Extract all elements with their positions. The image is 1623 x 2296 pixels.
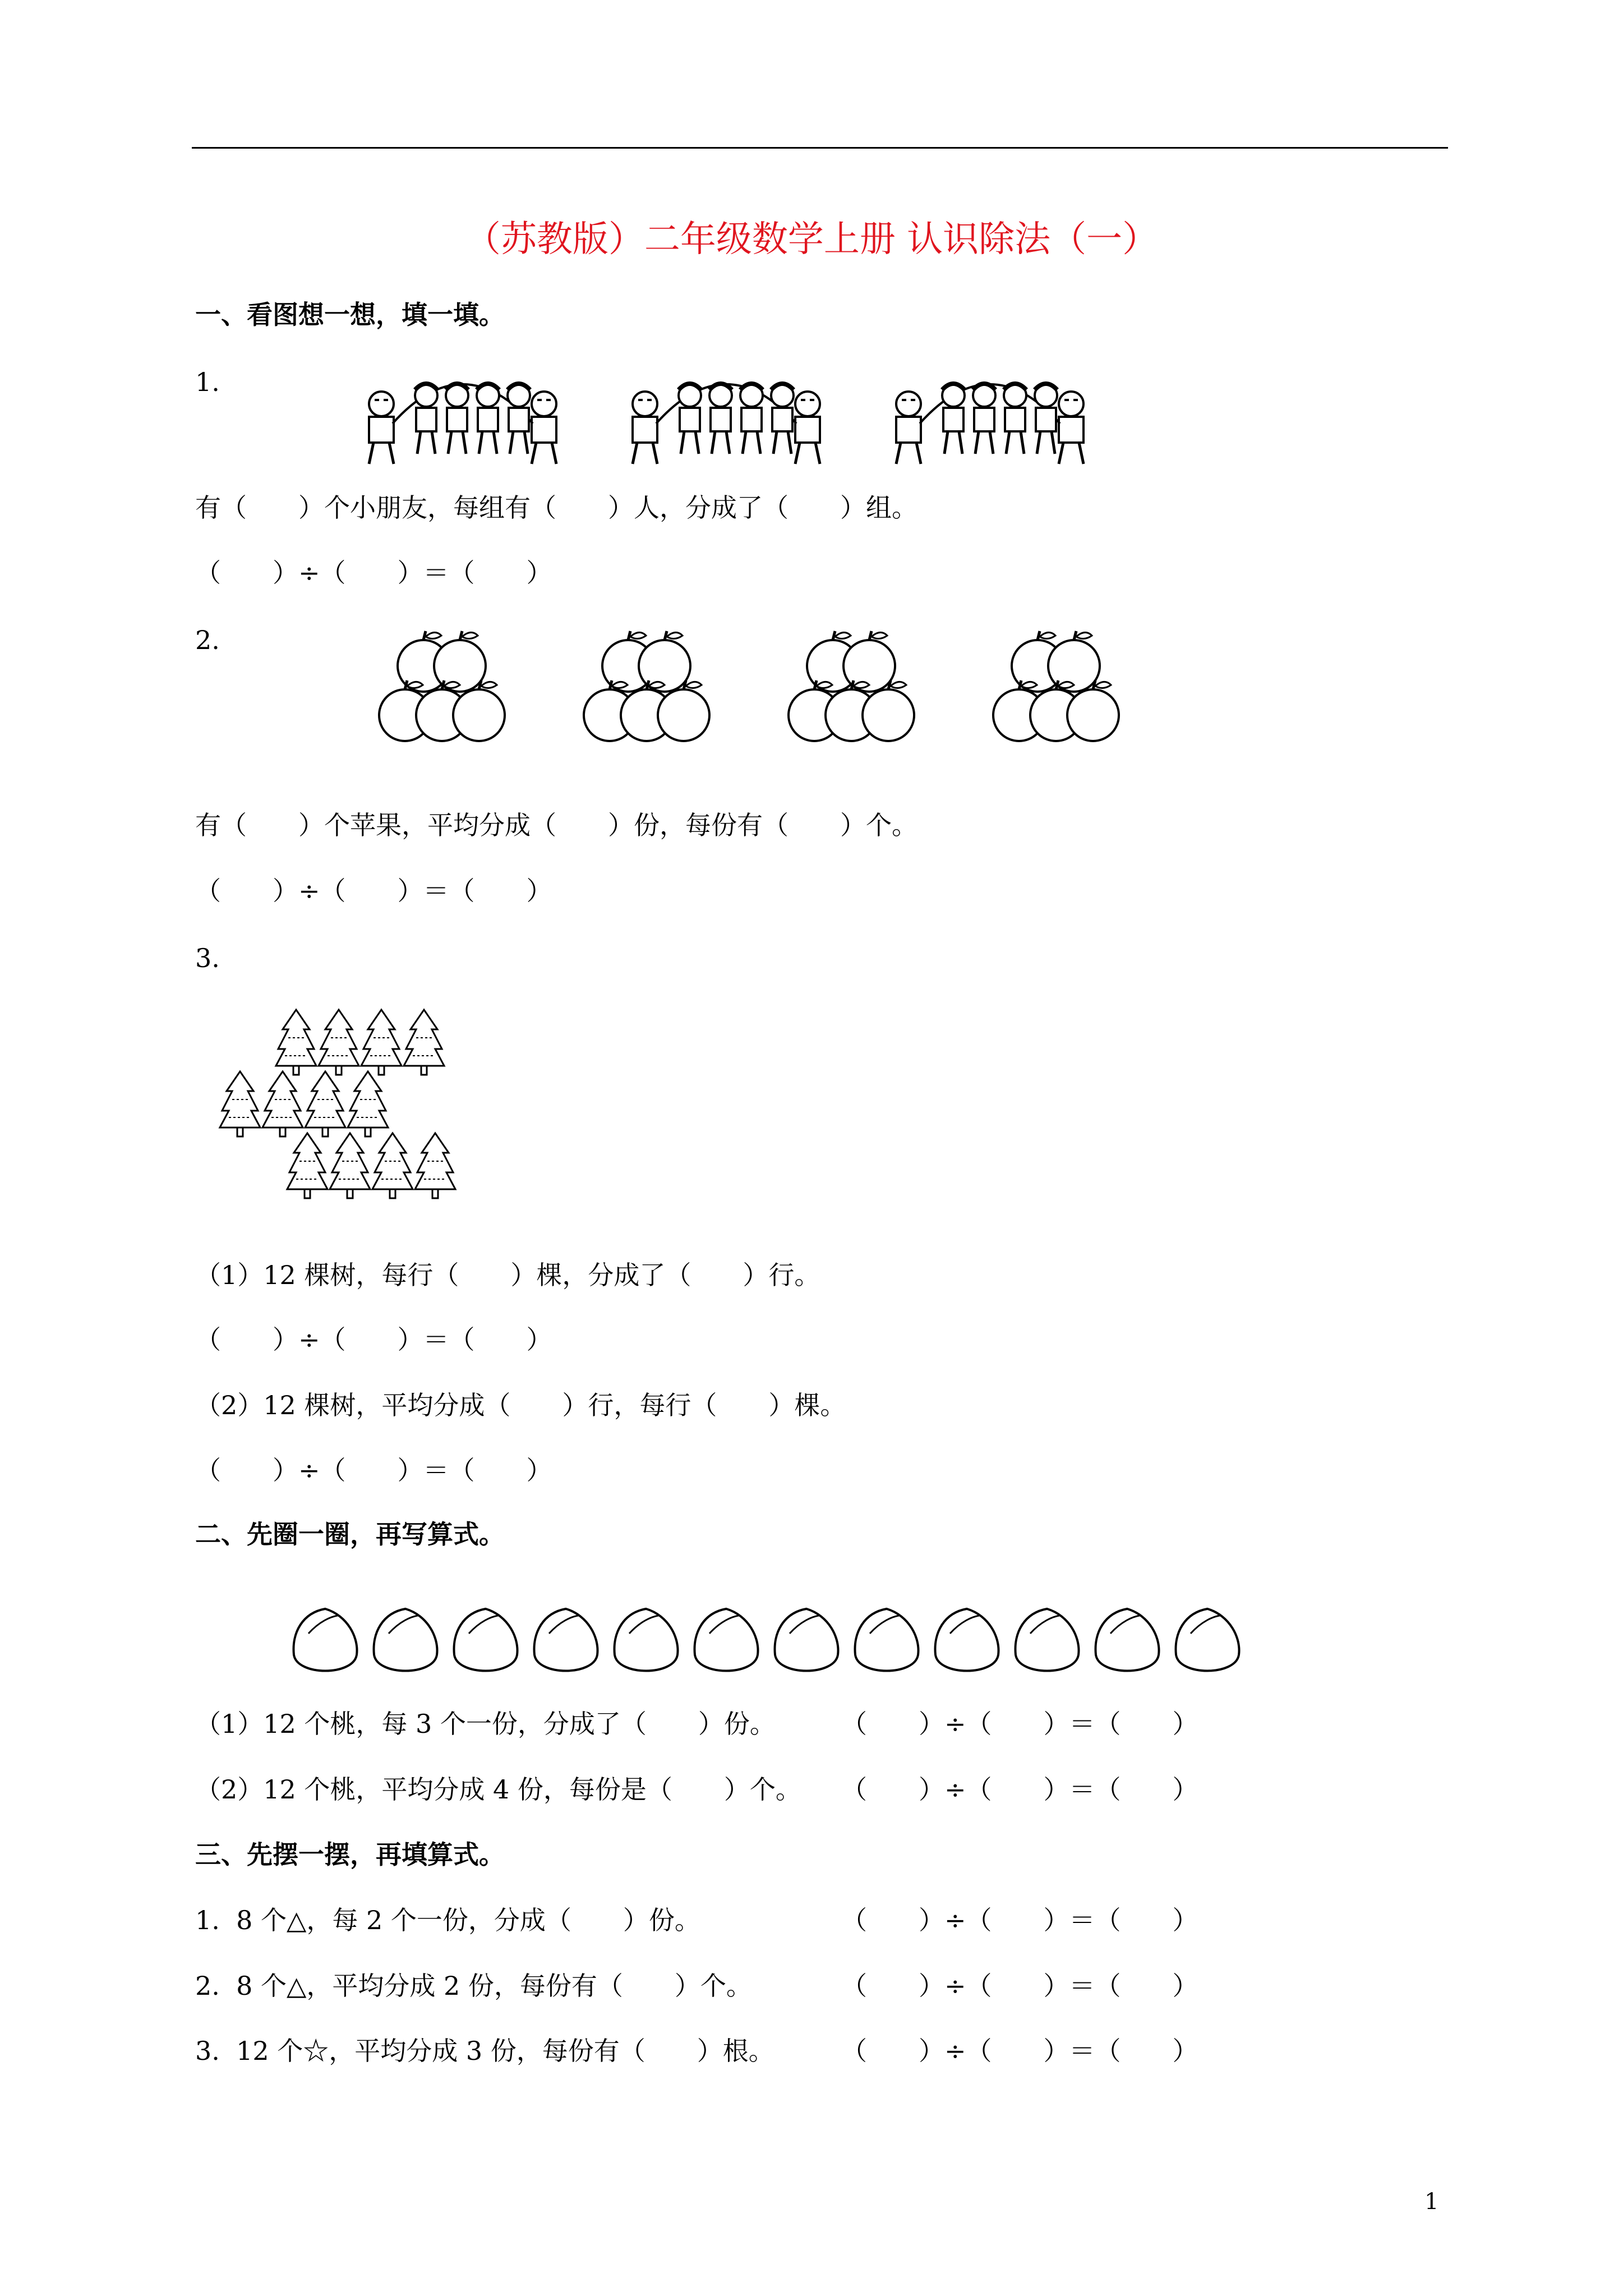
tree-icon xyxy=(415,1133,455,1198)
q3-picture xyxy=(213,1004,505,1206)
tree-icon xyxy=(287,1133,328,1198)
apple-icon xyxy=(1048,631,1100,692)
q2-sentence: 有（ ）个苹果，平均分成（ ）份，每份有（ ）个。 xyxy=(195,810,917,840)
child-icon xyxy=(973,384,995,454)
peach-icon xyxy=(855,1609,918,1671)
peach-icon xyxy=(534,1609,597,1671)
rope-holder-icon xyxy=(532,392,556,464)
q2-picture xyxy=(381,631,1166,754)
section-3-equation-2: （ ）÷（ ）＝（ ） xyxy=(841,1971,1198,2001)
rope-holder-icon xyxy=(1059,392,1083,464)
q1-sentence: 有（ ）个小朋友，每组有（ ）人，分成了（ ）组。 xyxy=(195,493,917,523)
section-2-part1: （1）12 个桃，每 3 个一份，分成了（ ）份。 xyxy=(195,1709,776,1739)
peach-icon xyxy=(454,1609,517,1671)
tree-icon xyxy=(361,1010,402,1075)
child-icon xyxy=(740,384,763,454)
tree-icon xyxy=(220,1071,260,1137)
section-2-heading: 二、先圈一圈，再写算式。 xyxy=(195,1519,505,1549)
peach-icon xyxy=(1175,1609,1239,1671)
child-icon xyxy=(1004,384,1026,454)
section-2-equation2: （ ）÷（ ）＝（ ） xyxy=(841,1774,1198,1805)
tree-icon xyxy=(276,1010,316,1075)
section-3-item-1: 1. 8 个△，每 2 个一份，分成（ ）份。 xyxy=(195,1905,700,1935)
rope-holder-icon xyxy=(633,392,657,464)
child-icon xyxy=(1035,384,1057,454)
jump-rope-group xyxy=(896,384,1083,464)
peach-icon xyxy=(293,1609,357,1671)
peach-row xyxy=(292,1599,1256,1683)
section-2-part2: （2）12 个桃，平均分成 4 份，每份是（ ）个。 xyxy=(195,1774,801,1805)
rope-holder-icon xyxy=(896,392,921,464)
q1-equation: （ ）÷（ ）＝（ ） xyxy=(195,558,552,588)
q3-equation2: （ ）÷（ ）＝（ ） xyxy=(195,1455,552,1485)
tree-icon xyxy=(262,1071,303,1137)
section-3-item-3: 3. 12 个☆，平均分成 3 份，每份有（ ）根。 xyxy=(195,2036,774,2066)
jump-rope-group xyxy=(369,384,556,464)
q2-number: 2. xyxy=(195,625,220,655)
jump-rope-group xyxy=(633,384,820,464)
q3-part2: （2）12 棵树，平均分成（ ）行，每行（ ）棵。 xyxy=(195,1390,846,1420)
child-icon xyxy=(709,384,732,454)
apple-icon xyxy=(434,631,486,692)
apple-group xyxy=(993,631,1119,741)
peach-icon xyxy=(374,1609,437,1671)
apple-group xyxy=(789,631,914,741)
child-icon xyxy=(771,384,794,454)
peach-icon xyxy=(774,1609,838,1671)
section-3-item-2: 2. 8 个△，平均分成 2 份，每份有（ ）个。 xyxy=(195,1971,752,2001)
section-3-equation-1: （ ）÷（ ）＝（ ） xyxy=(841,1905,1198,1935)
apple-group xyxy=(379,631,505,741)
child-icon xyxy=(446,384,468,454)
tree-icon xyxy=(330,1133,370,1198)
tree-icon xyxy=(305,1071,345,1137)
tree-icon xyxy=(348,1071,388,1137)
peach-icon xyxy=(1095,1609,1159,1671)
page-title: （苏教版）二年级数学上册 认识除法（一） xyxy=(464,219,1159,260)
apple-icon xyxy=(843,631,895,692)
section-2-equation1: （ ）÷（ ）＝（ ） xyxy=(841,1709,1198,1739)
q3-number: 3. xyxy=(195,943,220,973)
section-3-equation-3: （ ）÷（ ）＝（ ） xyxy=(841,2036,1198,2066)
page-number: 1 xyxy=(1424,2189,1439,2215)
tree-icon xyxy=(404,1010,444,1075)
top-rule xyxy=(192,147,1448,149)
child-icon xyxy=(477,384,499,454)
rope-holder-icon xyxy=(369,392,394,464)
child-icon xyxy=(508,384,530,454)
child-icon xyxy=(942,384,965,454)
apple-icon xyxy=(639,631,690,692)
rope-holder-icon xyxy=(795,392,820,464)
apple-group xyxy=(584,631,709,741)
peach-icon xyxy=(1015,1609,1078,1671)
tree-icon xyxy=(319,1010,359,1075)
child-icon xyxy=(679,384,701,454)
q3-part1: （1）12 棵树，每行（ ）棵，分成了（ ）行。 xyxy=(195,1260,820,1290)
peach-icon xyxy=(694,1609,758,1671)
tree-icon xyxy=(372,1133,413,1198)
q1-picture xyxy=(359,356,1116,468)
q1-number: 1. xyxy=(195,367,220,397)
section-1-heading: 一、看图想一想，填一填。 xyxy=(195,300,505,330)
peach-icon xyxy=(614,1609,677,1671)
section-3-heading: 三、先摆一摆，再填算式。 xyxy=(195,1839,505,1870)
child-icon xyxy=(415,384,437,454)
peach-icon xyxy=(935,1609,998,1671)
q3-equation1: （ ）÷（ ）＝（ ） xyxy=(195,1324,552,1355)
q2-equation: （ ）÷（ ）＝（ ） xyxy=(195,876,552,906)
